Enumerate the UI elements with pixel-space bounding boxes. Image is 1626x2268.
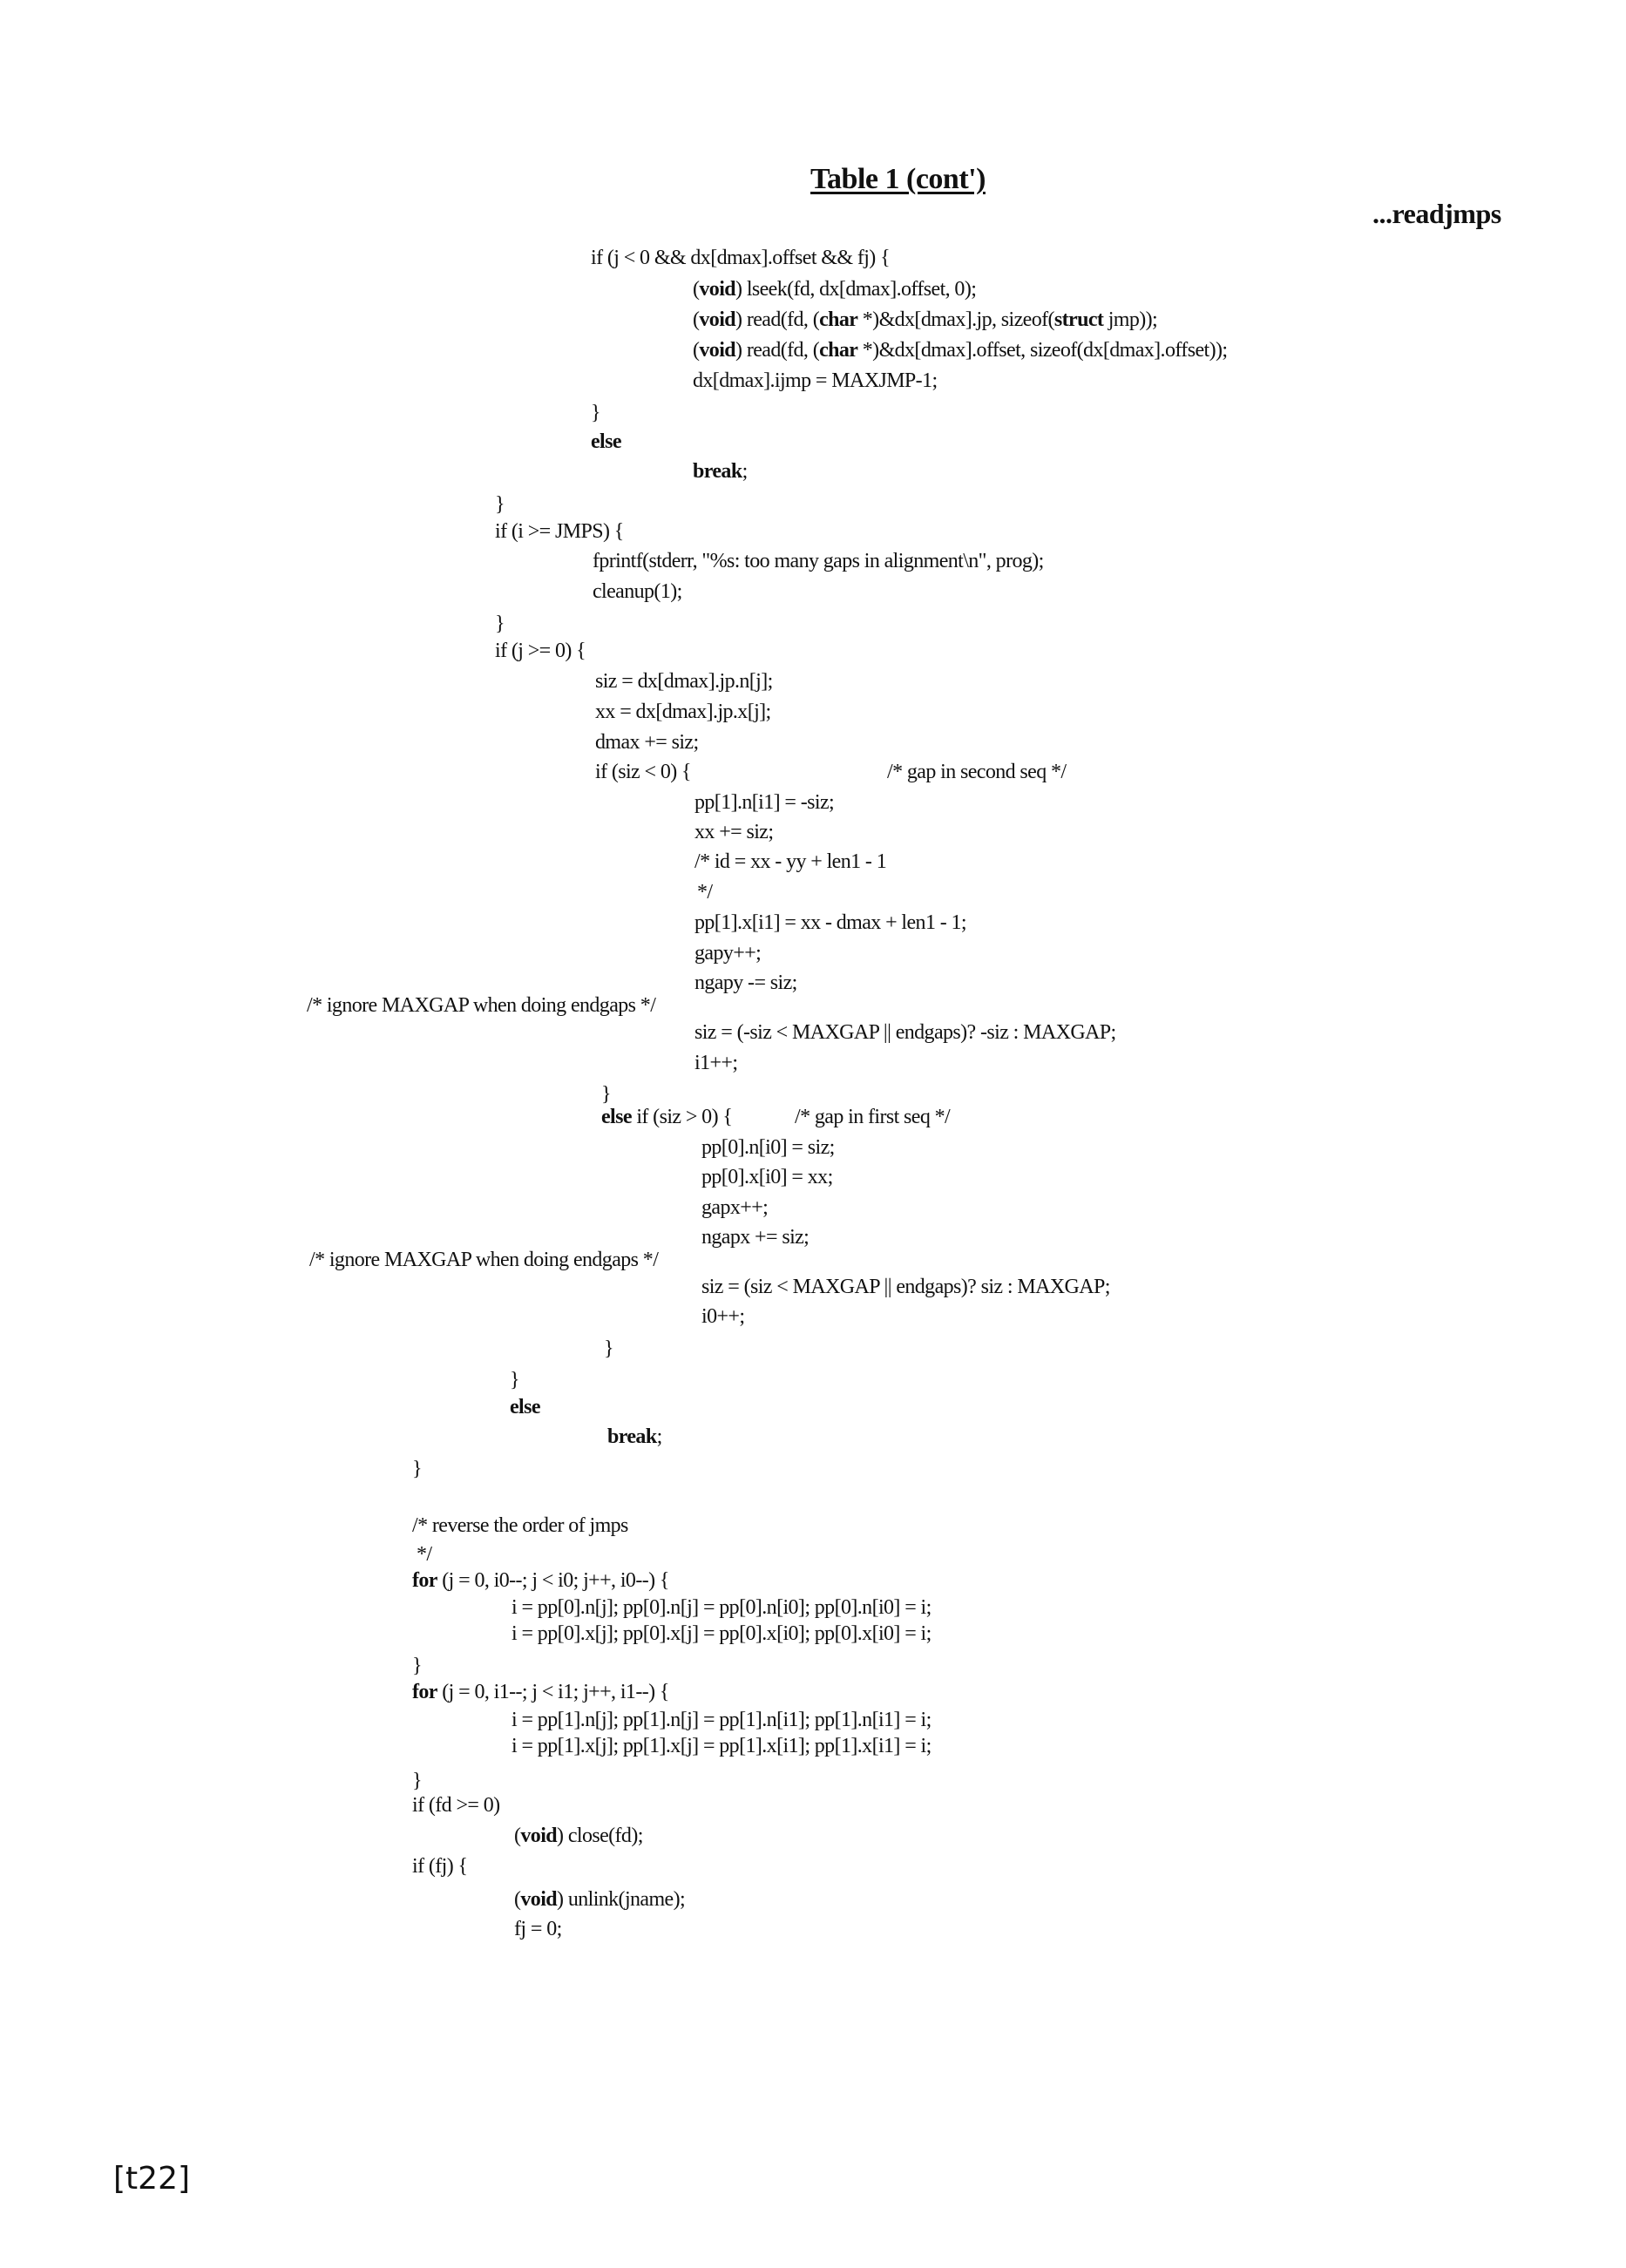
- code-line: */: [417, 1543, 432, 1566]
- code-line: for (j = 0, i0--; j < i0; j++, i0--) {: [412, 1569, 669, 1592]
- code-line: else if (siz > 0) {: [601, 1106, 733, 1128]
- code-line: i1++;: [694, 1052, 738, 1074]
- code-line: (void) lseek(fd, dx[dmax].offset, 0);: [693, 278, 977, 301]
- code-line: gapx++;: [701, 1196, 769, 1219]
- code-line: for (j = 0, i1--; j < i1; j++, i1--) {: [412, 1681, 669, 1703]
- code-line: /* ignore MAXGAP when doing endgaps */: [309, 1249, 659, 1271]
- code-line: (void) close(fd);: [514, 1825, 643, 1847]
- section-label: ...readjmps: [1372, 198, 1501, 229]
- code-line: siz = (-siz < MAXGAP || endgaps)? -siz : MAXGAP;: [694, 1021, 1116, 1044]
- code-line: }: [412, 1655, 422, 1677]
- code-line: if (i >= JMPS) {: [495, 520, 624, 543]
- code-line: */: [697, 881, 713, 904]
- code-line: i = pp[0].x[j]; pp[0].x[j] = pp[0].x[i0]; pp[0].x[i0] = i;: [512, 1622, 932, 1645]
- code-line: if (fd >= 0): [412, 1794, 500, 1817]
- code-line: }: [510, 1369, 519, 1391]
- code-line: cleanup(1);: [593, 580, 682, 603]
- code-line: }: [412, 1458, 422, 1480]
- code-line: else: [510, 1396, 540, 1418]
- code-line: /* id = xx - yy + len1 - 1: [694, 850, 887, 873]
- code-line: (void) read(fd, (char *)&dx[dmax].offset, sizeof(dx[dmax].offset));: [693, 339, 1228, 362]
- code-line: else: [591, 430, 621, 453]
- code-line: }: [412, 1770, 422, 1792]
- code-line: }: [495, 493, 505, 516]
- code-line: i = pp[0].n[j]; pp[0].n[j] = pp[0].n[i0]; pp[0].n[i0] = i;: [512, 1596, 932, 1619]
- code-line: xx += siz;: [694, 821, 774, 843]
- code-line: i0++;: [701, 1305, 745, 1328]
- code-line: ngapx += siz;: [701, 1226, 810, 1249]
- code-line: gapy++;: [694, 942, 762, 965]
- code-line: xx = dx[dmax].jp.x[j];: [595, 701, 771, 723]
- code-line: siz = (siz < MAXGAP || endgaps)? siz : MAXGAP;: [701, 1276, 1110, 1298]
- code-line: break;: [693, 460, 748, 483]
- code-line: /* ignore MAXGAP when doing endgaps */: [307, 994, 656, 1017]
- code-line: siz = dx[dmax].jp.n[j];: [595, 670, 773, 693]
- code-line: if (j < 0 && dx[dmax].offset && fj) {: [591, 247, 891, 269]
- table-title: Table 1 (cont'): [810, 163, 986, 195]
- code-line: }: [601, 1083, 611, 1106]
- code-line: pp[1].x[i1] = xx - dmax + len1 - 1;: [694, 911, 967, 934]
- code-line: dmax += siz;: [595, 731, 699, 754]
- code-line: pp[1].n[i1] = -siz;: [694, 791, 835, 814]
- code-line: fj = 0;: [514, 1918, 562, 1940]
- code-line: dx[dmax].ijmp = MAXJMP-1;: [693, 369, 938, 392]
- code-line: break;: [607, 1425, 662, 1448]
- code-line: i = pp[1].n[j]; pp[1].n[j] = pp[1].n[i1]; pp[1].n[i1] = i;: [512, 1709, 932, 1731]
- code-line: (void) read(fd, (char *)&dx[dmax].jp, sizeof(struct jmp));: [693, 308, 1158, 331]
- code-line: /* reverse the order of jmps: [412, 1514, 628, 1537]
- code-line: if (fj) {: [412, 1855, 468, 1878]
- code-line: pp[0].x[i0] = xx;: [701, 1166, 833, 1188]
- code-line: }: [604, 1337, 613, 1360]
- code-line: pp[0].n[i0] = siz;: [701, 1136, 835, 1159]
- code-comment: /* gap in second seq */: [887, 761, 1067, 783]
- code-line: fprintf(stderr, "%s: too many gaps in alignment\n", prog);: [593, 550, 1044, 572]
- code-line: if (j >= 0) {: [495, 640, 586, 662]
- code-comment: /* gap in first seq */: [795, 1106, 951, 1128]
- code-line: i = pp[1].x[j]; pp[1].x[j] = pp[1].x[i1]; pp[1].x[i1] = i;: [512, 1735, 932, 1757]
- code-line: ngapy -= siz;: [694, 972, 797, 994]
- code-line: }: [495, 613, 505, 635]
- page-tag: [t22]: [113, 2161, 191, 2197]
- code-line: }: [591, 402, 600, 424]
- code-line: if (siz < 0) {: [595, 761, 691, 783]
- code-line: (void) unlink(jname);: [514, 1888, 686, 1911]
